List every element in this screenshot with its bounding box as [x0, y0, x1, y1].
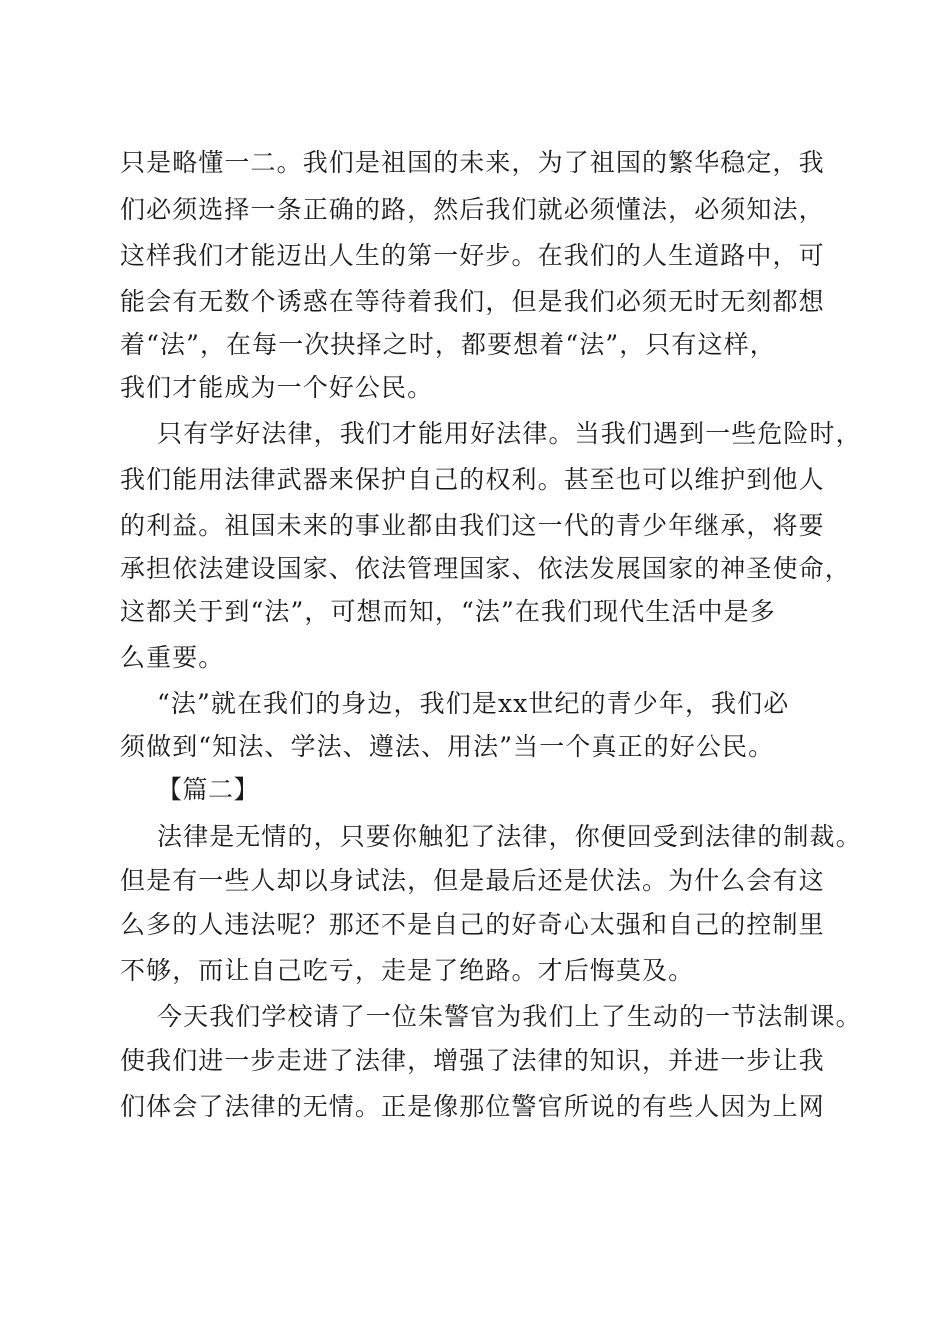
text-line: 这都关于到“法”，可想而知，“法”在我们现代生活中是多 — [120, 597, 776, 626]
text-line: 的利益。祖国未来的事业都由我们这一代的青少年继承，将要 — [120, 511, 825, 540]
paragraph-first-line: 今天我们学校请了一位朱警官为我们上了生动的一节法制课。 — [157, 1002, 862, 1031]
section-heading: 【篇二】 — [157, 775, 260, 804]
text-line: 么重要。 — [120, 643, 225, 672]
paragraph-first-line: “法”就在我们的身边，我们是xx世纪的青少年，我们必 — [157, 689, 790, 718]
text-line: 们体会了法律的无情。正是像那位警官所说的有些人因为上网 — [120, 1092, 825, 1121]
text-line: 使我们进一步走进了法律，增强了法律的知识，并进一步让我 — [120, 1046, 825, 1075]
text-line: 承担依法建设国家、依法管理国家、依法发展国家的神圣使命， — [120, 554, 851, 583]
text-line: 只是略懂一二。我们是祖国的未来，为了祖国的繁华稳定，我 — [120, 148, 825, 177]
text-line: 们必须选择一条正确的路，然后我们就必须懂法，必须知法， — [120, 195, 825, 224]
paragraph-first-line: 法律是无情的，只要你触犯了法律，你便回受到法律的制裁。 — [157, 822, 862, 851]
text-line: 我们能用法律武器来保护自己的权利。甚至也可以维护到他人 — [120, 465, 825, 494]
text-line: 但是有一些人却以身试法，但是最后还是伏法。为什么会有这 — [120, 866, 825, 895]
paragraph-first-line: 只有学好法律，我们才能用好法律。当我们遇到一些危险时， — [157, 419, 862, 448]
text-line: 能会有无数个诱惑在等待着我们，但是我们必须无时无刻都想 — [120, 287, 825, 316]
text-line: 这样我们才能迈出人生的第一好步。在我们的人生道路中，可 — [120, 241, 825, 270]
text-line: 着“法”，在每一次抉择之时，都要想着“法”，只有这样， — [120, 330, 776, 359]
text-line: 我们才能成为一个好公民。 — [120, 373, 434, 402]
text-line: 么多的人违法呢？那还不是自己的好奇心太强和自己的控制里 — [120, 910, 825, 939]
text-line: 须做到“知法、学法、遵法、用法”当一个真正的好公民。 — [120, 732, 775, 761]
text-line: 不够，而让自己吃亏，走是了绝路。才后悔莫及。 — [120, 956, 695, 985]
